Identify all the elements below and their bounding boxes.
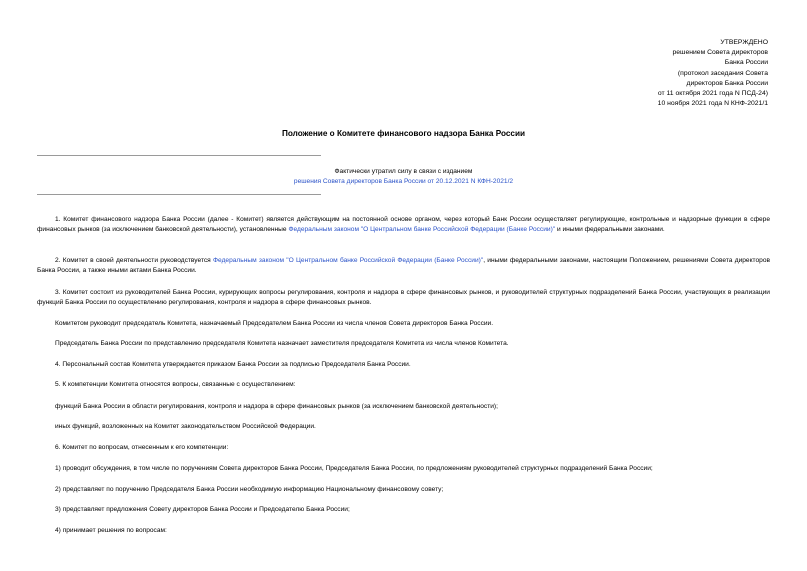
approval-heading: УТВЕРЖДЕНО: [720, 39, 768, 46]
divider-top: [37, 155, 321, 156]
approval-line: 10 ноября 2021 года N КНФ-2021/1: [657, 100, 768, 108]
document-title: Положение о Комитете финансового надзора Банка России: [281, 129, 526, 138]
paragraph-14: 4) принимает решения по вопросам:: [55, 527, 167, 534]
status-note-link-line: [0, 178, 807, 187]
paragraph-4: Комитетом руководит председатель Комитета, назначаемый Председателем Банка России из числа членов Совета директоров Банка России.: [55, 320, 494, 327]
federal-law-link[interactable]: Федеральным законом "О Центральном банке Российской Федерации (Банке России)": [288, 226, 556, 234]
approval-line: решением Совета директоров: [672, 49, 768, 57]
paragraph-3: 3. Комитет состоит из руководителей Банка России, курирующих вопросы регулирования, контроля и надзора в сфере финансовых рынков, и руководителей структурных подразделений Банка России, участвующих в реализации функций Банка России по осуществлению регулирования, контроля и надзора в сфере финансовых рынков.: [37, 289, 770, 307]
divider-bottom: [37, 194, 321, 195]
approval-line: от 11 октября 2021 года N ПСД-24): [657, 90, 768, 98]
paragraph-11: 1) проводит обсуждения, в том числе по поручениям Совета директоров Банка России, Председателя Банка России, по предложениям руководителей структурных подразделений Банка России;: [55, 465, 653, 472]
paragraph-10: 6. Комитет по вопросам, отнесенным к его компетенции:: [55, 444, 229, 451]
paragraph-5: Председатель Банка России по представлению председателя Комитета назначает заместителя председателя Комитета из числа членов Комитета.: [55, 340, 509, 347]
paragraph-8: функций Банка России в области регулирования, контроля и надзора в сфере финансовых рынков (за исключением банковской деятельности);: [55, 403, 498, 410]
approval-line: (протокол заседания Совета: [677, 69, 768, 77]
paragraph-text: 2. Комитет в своей деятельности руководствуется: [55, 257, 214, 264]
paragraph-12: 2) представляет по поручению Председателя Банка России необходимую информацию Национальному финансовому совету;: [55, 486, 444, 493]
paragraph-6: 4. Персональный состав Комитета утверждается приказом Банка России за подписью Председателя Банка России.: [55, 361, 411, 368]
paragraph-text: и иными федеральными законами.: [555, 226, 665, 234]
approval-block: [658, 38, 768, 109]
status-note-text: Фактически утратил силу в связи с изданием: [334, 168, 473, 175]
paragraph-7: 5. К компетенции Комитета относятся вопросы, связанные с осуществлением:: [55, 381, 296, 388]
paragraph-13: 3) представляет предложения Совету директоров Банка России и Председателю Банка России;: [55, 506, 350, 513]
approval-line: директоров Банка России: [686, 79, 768, 87]
status-note-link[interactable]: решения Совета директоров Банка России от 20.12.2021 N КФН-2021/2: [293, 178, 514, 185]
paragraph-1: [37, 215, 770, 236]
approval-line: Банка России: [724, 59, 768, 67]
federal-law-link[interactable]: Федеральным законом "О Центральном банке Российской Федерации (Банке России)": [213, 257, 484, 264]
paragraph-text: , иными федеральными законами, настоящим Положением, решениями Совета директоров Банка России, а также иными актами Банка России.: [37, 257, 771, 275]
paragraph-9: иных функций, возложенных на Комитет законодательством Российской Федерации.: [55, 423, 316, 430]
paragraph-text: 1. Комитет финансового надзора Банка России (далее - Комитет) является действующим на постоянной основе органом, через который Банк России осуществляет регулирующие, контрольные и надзорные функции в сфере финансовых рынков (за исключением банковской деятельности), установленные: [37, 216, 770, 234]
paragraph-2: [37, 256, 770, 277]
